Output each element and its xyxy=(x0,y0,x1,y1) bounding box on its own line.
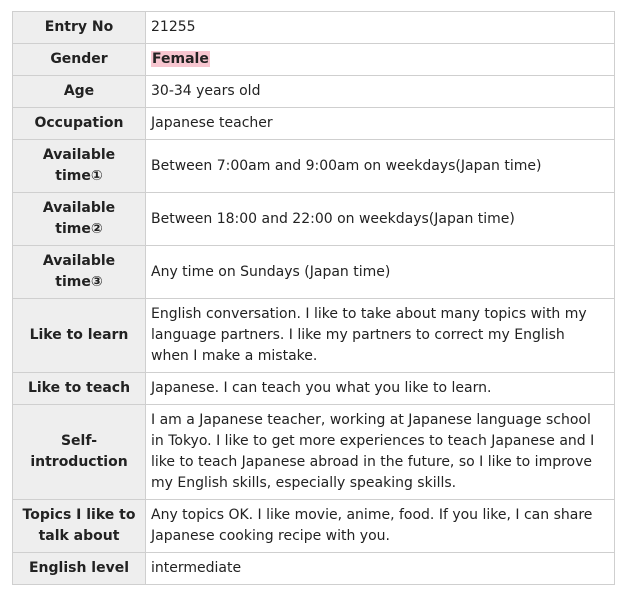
available-time-3-value: Any time on Sundays (Japan time) xyxy=(146,246,615,299)
gender-cell xyxy=(146,44,615,76)
age-value: 30-34 years old xyxy=(146,76,615,108)
row-like-to-teach xyxy=(13,373,615,405)
like-to-teach-value: Japanese. I can teach you what you like to learn. xyxy=(146,373,615,405)
row-entry-no xyxy=(13,12,615,44)
like-to-learn-value: English conversation. I like to take about many topics with my language partners. I like my partners to correct my English when I make a mistake. xyxy=(146,299,615,373)
gender-value: Female xyxy=(152,51,209,67)
gender-label: Gender xyxy=(13,44,146,76)
row-occupation xyxy=(13,108,615,140)
self-introduction-label: Self-introduction xyxy=(13,405,146,500)
available-time-2-value: Between 18:00 and 22:00 on weekdays(Japan time) xyxy=(146,193,615,246)
row-age xyxy=(13,76,615,108)
topics-value: Any topics OK. I like movie, anime, food. If you like, I can share Japanese cooking recipe with you. xyxy=(146,500,615,553)
like-to-learn-label: Like to learn xyxy=(13,299,146,373)
row-available-time-3 xyxy=(13,246,615,299)
entry-no-value: 21255 xyxy=(146,12,615,44)
topics-label: Topics I like to talk about xyxy=(13,500,146,553)
row-topics xyxy=(13,500,615,553)
row-available-time-1 xyxy=(13,140,615,193)
row-self-introduction xyxy=(13,405,615,500)
available-time-3-label: Available time③ xyxy=(13,246,146,299)
row-like-to-learn xyxy=(13,299,615,373)
available-time-1-label: Available time① xyxy=(13,140,146,193)
row-english-level xyxy=(13,553,615,585)
entry-no-label: Entry No xyxy=(13,12,146,44)
row-gender xyxy=(13,44,615,76)
available-time-2-label: Available time② xyxy=(13,193,146,246)
profile-table xyxy=(12,11,615,585)
row-available-time-2 xyxy=(13,193,615,246)
age-label: Age xyxy=(13,76,146,108)
english-level-value: intermediate xyxy=(146,553,615,585)
like-to-teach-label: Like to teach xyxy=(13,373,146,405)
english-level-label: English level xyxy=(13,553,146,585)
occupation-value: Japanese teacher xyxy=(146,108,615,140)
available-time-1-value: Between 7:00am and 9:00am on weekdays(Japan time) xyxy=(146,140,615,193)
self-introduction-value: I am a Japanese teacher, working at Japanese language school in Tokyo. I like to get more experiences to teach Japanese and I like to teach Japanese abroad in the future, so I like to improve my English skills, especially speaking skills. xyxy=(146,405,615,500)
occupation-label: Occupation xyxy=(13,108,146,140)
